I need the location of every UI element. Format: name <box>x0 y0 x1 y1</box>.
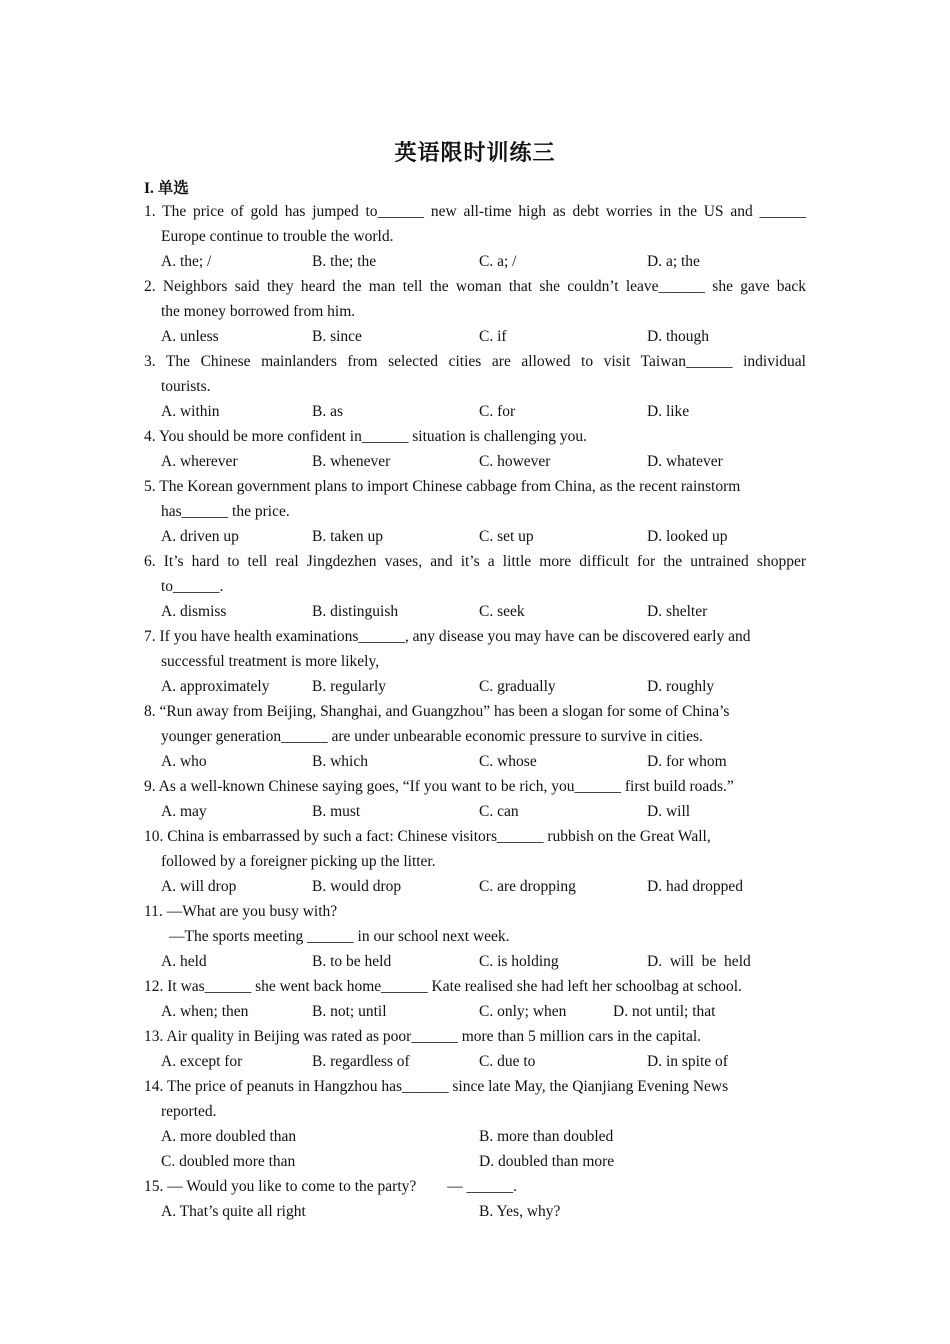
option-c: C. a; / <box>479 253 517 270</box>
question-stem: 8. “Run away from Beijing, Shanghai, and Guangzhou” has been a slogan for some of China’s <box>144 703 730 720</box>
option-b: B. would drop <box>312 878 402 895</box>
option-row <box>161 1149 806 1174</box>
question-stem: 6. It’s hard to tell real Jingdezhen vases, and it’s a little more difficult for the untrained shopper <box>144 553 807 570</box>
question-stem: 2. Neighbors said they heard the man tell the woman that she couldn’t leave______ she gave back <box>144 278 807 295</box>
section-heading: I. 单选 <box>144 180 189 197</box>
question <box>144 774 806 824</box>
option-a: A. who <box>161 753 207 770</box>
option-a: A. dismiss <box>161 603 227 620</box>
option-c: C. can <box>479 803 519 820</box>
option-d: D. had dropped <box>647 878 743 895</box>
option-d: D. will be held <box>647 953 751 970</box>
option-c: C. is holding <box>479 953 559 970</box>
option-a: A. approximately <box>161 678 270 695</box>
question-stem-continued: successful treatment is more likely, <box>161 653 380 670</box>
question-stem: 5. The Korean government plans to import Chinese cabbage from China, as the recent rainstorm <box>144 478 741 495</box>
option-a: A. That’s quite all right <box>161 1203 306 1220</box>
question-stem-continued: the money borrowed from him. <box>161 303 356 320</box>
option-row <box>161 599 806 624</box>
question-stem-continued: has______ the price. <box>161 503 290 520</box>
dialogue-reply: —The sports meeting ______ in our school next week. <box>169 928 510 945</box>
option-a: A. wherever <box>161 453 238 470</box>
option-a: A. held <box>161 953 207 970</box>
question <box>144 899 806 974</box>
option-d: D. in spite of <box>647 1053 728 1070</box>
option-c: C. for <box>479 403 516 420</box>
question-stem: 1. The price of gold has jumped to______ new all-time high as debt worries in the US and ______ <box>144 203 806 220</box>
option-row <box>161 449 806 474</box>
option-d: D. a; the <box>647 253 700 270</box>
question-stem-continued: Europe continue to trouble the world. <box>161 228 394 245</box>
option-d: D. shelter <box>647 603 708 620</box>
option-b: B. not; until <box>312 1003 387 1020</box>
option-a: A. will drop <box>161 878 237 895</box>
question <box>144 199 806 274</box>
option-b: B. the; the <box>312 253 377 270</box>
question <box>144 1074 806 1174</box>
option-c: C. are dropping <box>479 878 576 895</box>
option-row <box>161 674 806 699</box>
option-b: B. distinguish <box>312 603 399 620</box>
option-d: D. like <box>647 403 690 420</box>
question-stem-continued: to______. <box>161 578 224 595</box>
question <box>144 824 806 899</box>
question-stem: 14. The price of peanuts in Hangzhou has______ since late May, the Qianjiang Evening News <box>144 1078 729 1095</box>
option-row <box>161 999 806 1024</box>
option-row <box>161 524 806 549</box>
question-stem: 9. As a well-known Chinese saying goes, “If you want to be rich, you______ first build roads.” <box>144 778 734 795</box>
option-c: C. gradually <box>479 678 556 695</box>
question-stem: 12. It was______ she went back home______ Kate realised she had left her schoolbag at school. <box>144 978 742 995</box>
page-title: 英语限时训练三 <box>394 140 556 165</box>
option-d: D. though <box>647 328 709 345</box>
question-stem: 13. Air quality in Beijing was rated as poor______ more than 5 million cars in the capital. <box>144 1028 702 1045</box>
option-b: B. to be held <box>312 953 392 970</box>
option-d: D. will <box>647 803 691 820</box>
option-row <box>161 249 806 274</box>
option-c: C. set up <box>479 528 534 545</box>
option-d: D. doubled than more <box>479 1153 615 1170</box>
option-b: B. since <box>312 328 362 345</box>
question <box>144 349 806 424</box>
question-stem: 11. —What are you busy with? <box>144 903 338 920</box>
question-stem: 4. You should be more confident in______ situation is challenging you. <box>144 428 588 445</box>
option-b: B. must <box>312 803 361 820</box>
option-a: A. unless <box>161 328 219 345</box>
option-a: A. within <box>161 403 220 420</box>
question-stem-continued: tourists. <box>161 378 211 395</box>
option-c: C. if <box>479 328 507 345</box>
option-c: C. only; when <box>479 1003 567 1020</box>
option-b: B. whenever <box>312 453 391 470</box>
question <box>144 274 806 349</box>
option-d: D. for whom <box>647 753 727 770</box>
question-list <box>144 199 806 1224</box>
option-c: C. due to <box>479 1053 536 1070</box>
option-a: A. driven up <box>161 528 239 545</box>
question-stem-continued: followed by a foreigner picking up the litter. <box>161 853 436 870</box>
option-row <box>161 399 806 424</box>
option-b: B. Yes, why? <box>479 1203 561 1220</box>
option-b: B. taken up <box>312 528 384 545</box>
question <box>144 1174 806 1224</box>
option-row <box>161 324 806 349</box>
option-row <box>161 1049 806 1074</box>
option-row <box>161 799 806 824</box>
option-a: A. the; / <box>161 253 212 270</box>
option-c: C. doubled more than <box>161 1153 296 1170</box>
question <box>144 974 806 1024</box>
question-stem: 15. — Would you like to come to the party? — ______. <box>144 1178 517 1195</box>
question-stem: 7. If you have health examinations______, any disease you may have can be discovered early and <box>144 628 751 645</box>
question-stem-continued: younger generation______ are under unbearable economic pressure to survive in cities. <box>161 728 703 745</box>
question <box>144 549 806 624</box>
option-c: C. seek <box>479 603 525 620</box>
option-d: D. not until; that <box>613 1003 716 1020</box>
option-row <box>161 1199 806 1224</box>
option-a: A. may <box>161 803 207 820</box>
question-stem: 10. China is embarrassed by such a fact: Chinese visitors______ rubbish on the Great Wall, <box>144 828 711 845</box>
question <box>144 624 806 699</box>
option-b: B. as <box>312 403 343 420</box>
question-stem: 3. The Chinese mainlanders from selected cities are allowed to visit Taiwan______ individual <box>144 353 806 370</box>
option-b: B. which <box>312 753 368 770</box>
option-a: A. when; then <box>161 1003 249 1020</box>
question <box>144 424 806 474</box>
question-stem-continued: reported. <box>161 1103 217 1120</box>
option-c: C. however <box>479 453 551 470</box>
question <box>144 699 806 774</box>
option-b: B. regularly <box>312 678 387 695</box>
option-row <box>161 949 806 974</box>
question <box>144 474 806 549</box>
question <box>144 1024 806 1074</box>
option-d: D. roughly <box>647 678 715 695</box>
option-d: D. looked up <box>647 528 728 545</box>
option-b: B. regardless of <box>312 1053 410 1070</box>
option-a: A. except for <box>161 1053 243 1070</box>
option-d: D. whatever <box>647 453 723 470</box>
option-row <box>161 749 806 774</box>
option-row <box>161 1124 806 1149</box>
option-a: A. more doubled than <box>161 1128 297 1145</box>
option-b: B. more than doubled <box>479 1128 614 1145</box>
option-c: C. whose <box>479 753 537 770</box>
option-row <box>161 874 806 899</box>
